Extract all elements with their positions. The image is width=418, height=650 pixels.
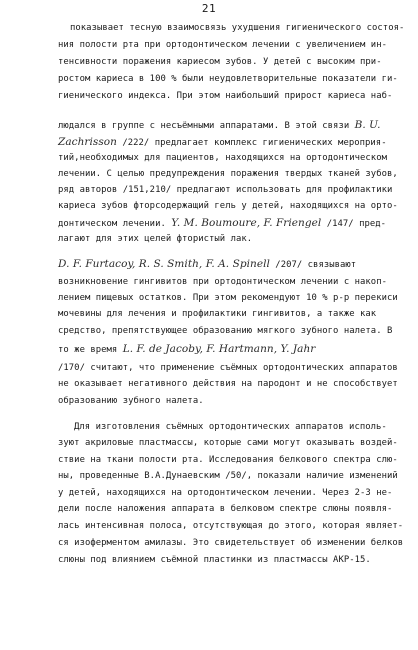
- text-line: [58, 343, 315, 356]
- text-line: [58, 308, 376, 320]
- typed-text: ны, проведенные В.А.Дунаевским /50/, показали наличие изменений: [58, 471, 398, 481]
- typed-text: ния полости рта при ортодонтическом лечении с увеличением ин-: [58, 40, 387, 50]
- handwritten-author-names: D. F. Furtacoy, R. S. Smith, F. A. Spinell: [58, 258, 270, 270]
- text-line: [58, 292, 398, 304]
- typed-text: донтическом лечении.: [58, 219, 172, 229]
- typed-text: /170/ считают, что применение съёмных ортодонтических аппаратов: [58, 363, 398, 373]
- page-number: 21: [201, 2, 217, 15]
- typed-text: ростом кариеса в 100 % были неудовлетворительные показатели ги-: [58, 74, 398, 84]
- text-line: [58, 90, 392, 102]
- text-line: [58, 520, 403, 532]
- handwritten-author-names: L. F. de Jacoby, F. Hartmann, Y. Jahr: [122, 343, 316, 355]
- text-line: [58, 258, 356, 271]
- text-line: [58, 39, 387, 51]
- text-line: [58, 73, 398, 85]
- typed-text: возникновение гингивитов при ортодонтическом лечении с накоп-: [58, 277, 387, 287]
- typed-text: то же время: [58, 345, 123, 355]
- typed-text: мочевины для лечения и профилактики гингивитов, а также как: [58, 309, 377, 319]
- typed-text: /207/ связывают: [269, 260, 357, 270]
- typed-text: гиенического индекса. При этом наибольший прирост кариеса наб-: [58, 91, 393, 101]
- typed-text: показывает тесную взаимосвязь ухудшения гигиенического состоя-: [70, 23, 405, 33]
- text-line: [58, 325, 392, 337]
- handwritten-author-names: Y. M. Boumoure, F. Friengel: [171, 217, 322, 229]
- text-line: [58, 470, 398, 482]
- text-line: [58, 395, 204, 407]
- text-line: [58, 119, 381, 132]
- typed-text: дели после наложения аппарата в белковом спектре слюны появля-: [58, 504, 393, 514]
- typed-text: лагают для этих целей фтористый лак.: [58, 234, 253, 244]
- typed-text: /222/ предлагает комплекс гигиенических мероприя-: [116, 138, 387, 148]
- typed-text: ствие на ткани полости рта. Исследования белкового спектра слю-: [58, 455, 398, 465]
- text-line: [58, 56, 382, 68]
- typed-text: ся изоферментом амилазы. Это свидетельствует об изменении белков: [58, 538, 404, 548]
- typed-text: лением пищевых остатков. При этом рекомендуют 10 % р-р перекиси: [58, 293, 398, 303]
- handwritten-author-names: B. U.: [354, 119, 381, 131]
- typed-text: не оказывает негативного действия на пародонт и не способствует: [58, 379, 398, 389]
- text-line: [70, 22, 404, 34]
- text-line: [58, 503, 392, 515]
- typed-text: людался в группе с несъёмными аппаратами. В этой связи: [58, 121, 355, 131]
- typed-text: зуют акриловые пластмассы, которые сами могут оказывать воздей-: [58, 438, 398, 448]
- text-line: [58, 152, 387, 164]
- text-line: [58, 276, 387, 288]
- typed-text: средство, препятствующее образованию мягкого зубного налета. В: [58, 326, 393, 336]
- text-line: [58, 537, 403, 549]
- typed-text: тенсивности поражения кариесом зубов. У детей с высоким при-: [58, 57, 382, 67]
- typed-text: тий,необходимых для пациентов, находящихся на ортодонтическом: [58, 153, 387, 163]
- typed-text: образованию зубного налета.: [58, 396, 204, 406]
- typed-text: у детей, находящихся на ортодонтическом лечении. Через 2-3 не-: [58, 488, 393, 498]
- text-line: [58, 554, 371, 566]
- text-line: [58, 378, 398, 390]
- text-line: [58, 136, 387, 149]
- typed-text: лечении. С целью предупреждения поражения твердых тканей зубов,: [58, 169, 398, 179]
- text-line: [58, 362, 398, 374]
- text-line: [58, 184, 392, 196]
- typed-text: кариеса зубов фторсодержащий гель у детей, находящихся на орто-: [58, 201, 398, 211]
- text-line: [58, 437, 398, 449]
- text-line: [58, 200, 398, 212]
- typed-text: лась интенсивная полоса, отсутствующая до этого, которая являет-: [58, 521, 404, 531]
- typed-text: ряд авторов /151,210/ предлагают использовать для профилактики: [58, 185, 393, 195]
- text-line: [58, 217, 386, 230]
- handwritten-author-names: Zachrisson: [58, 136, 117, 148]
- typed-text: слюны под влиянием съёмной пластинки из пластмассы АКР-15.: [58, 555, 371, 565]
- text-line: [58, 487, 392, 499]
- text-line: [58, 233, 252, 245]
- text-line: [58, 168, 398, 180]
- typed-text: Для изготовления съёмных ортодонтических аппаратов исполь-: [74, 422, 387, 432]
- text-line: [58, 454, 398, 466]
- text-line: [74, 421, 387, 433]
- typed-text: /147/ пред-: [321, 219, 387, 229]
